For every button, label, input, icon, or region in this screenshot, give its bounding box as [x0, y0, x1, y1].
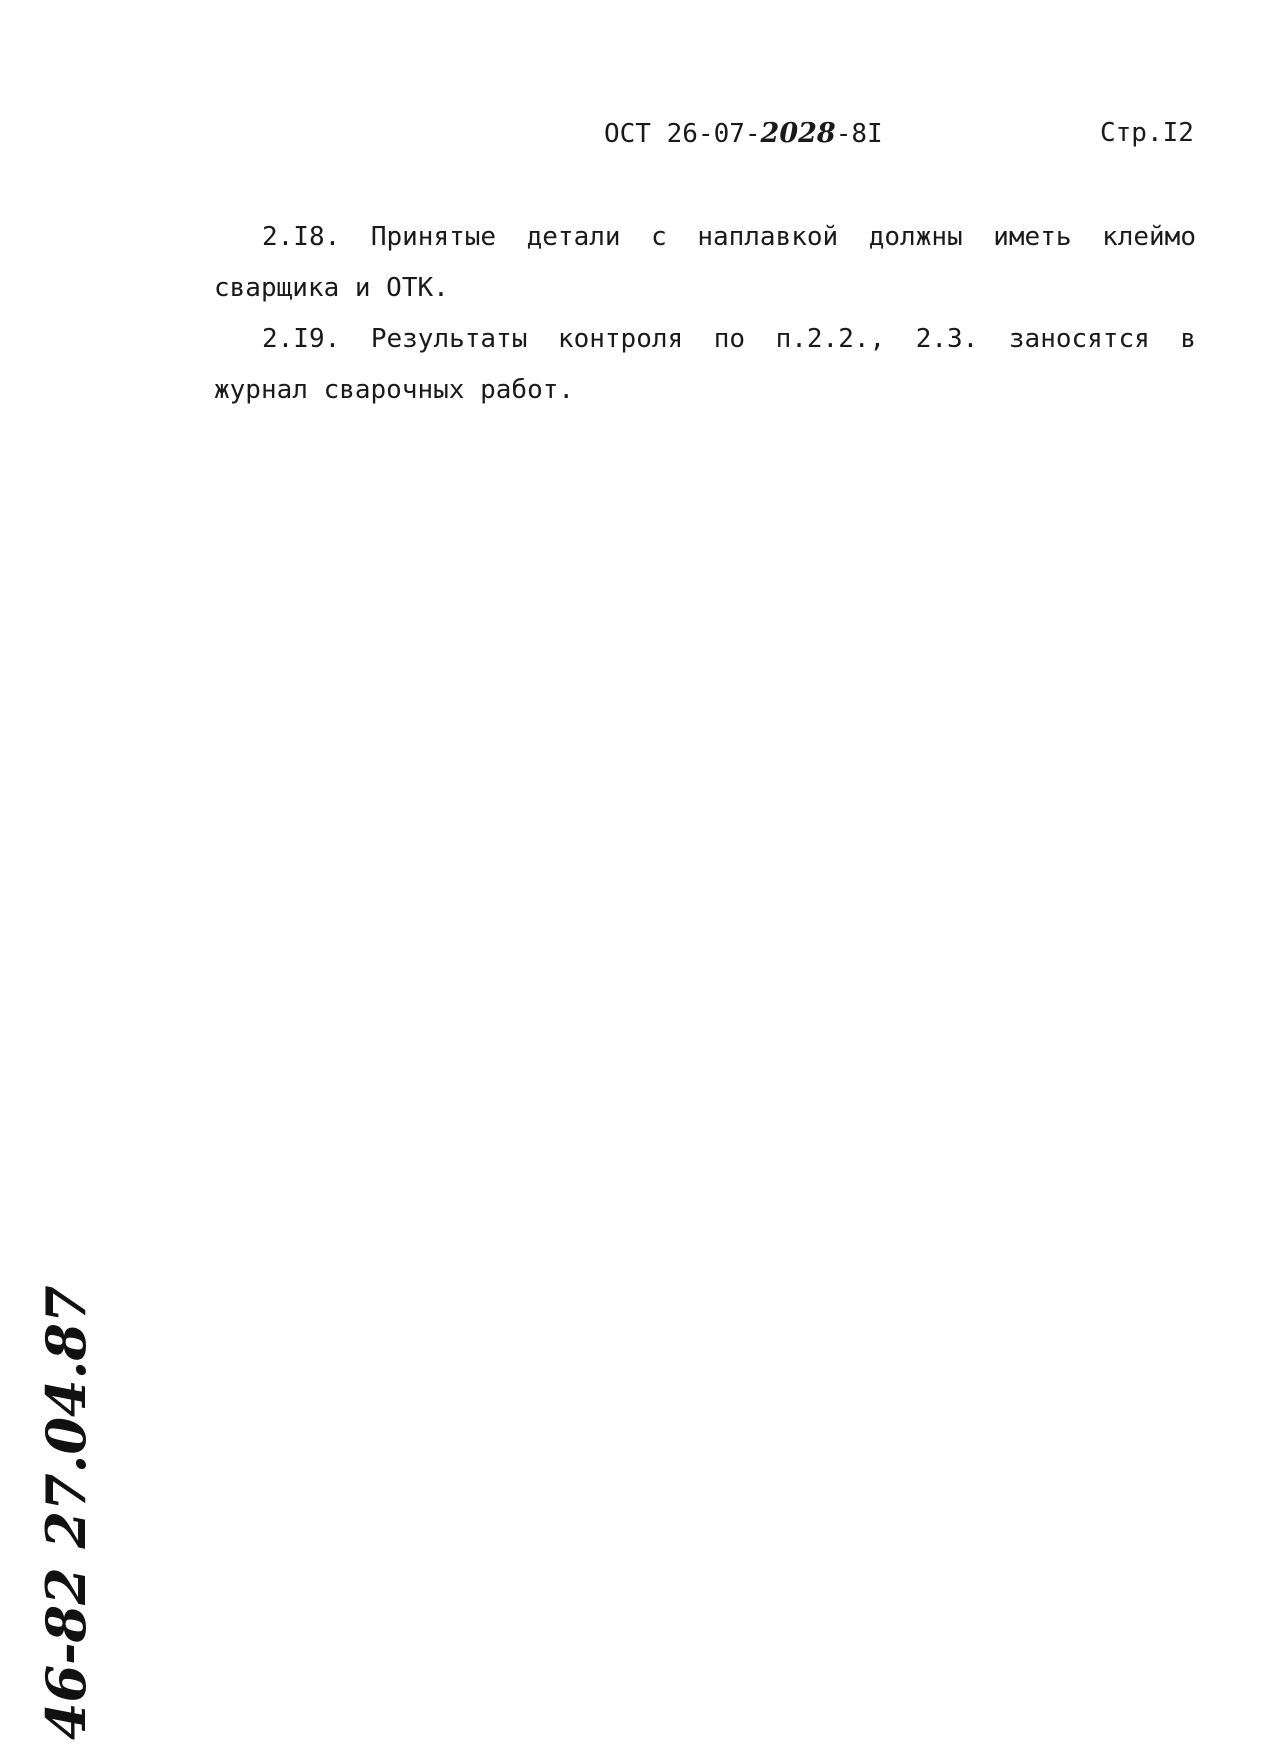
document-body [214, 212, 1196, 416]
standard-prefix: ОСТ 26-07- [604, 119, 761, 149]
page-number: Стр.I2 [1100, 118, 1194, 148]
standard-suffix: -8I [835, 119, 883, 149]
standard-handwritten-number: 2028 [760, 118, 836, 149]
standard-number [604, 118, 883, 149]
paragraph-2-18: 2.I8. Принятые детали с наплавкой должны иметь клеймо сварщика и ОТК. [214, 222, 1196, 303]
handwritten-margin-note: 46-82 27.04.87 [34, 1285, 98, 1740]
paragraph-2-19: 2.I9. Результаты контроля по п.2.2., 2.3. заносятся в журнал сварочных работ. [214, 324, 1196, 405]
